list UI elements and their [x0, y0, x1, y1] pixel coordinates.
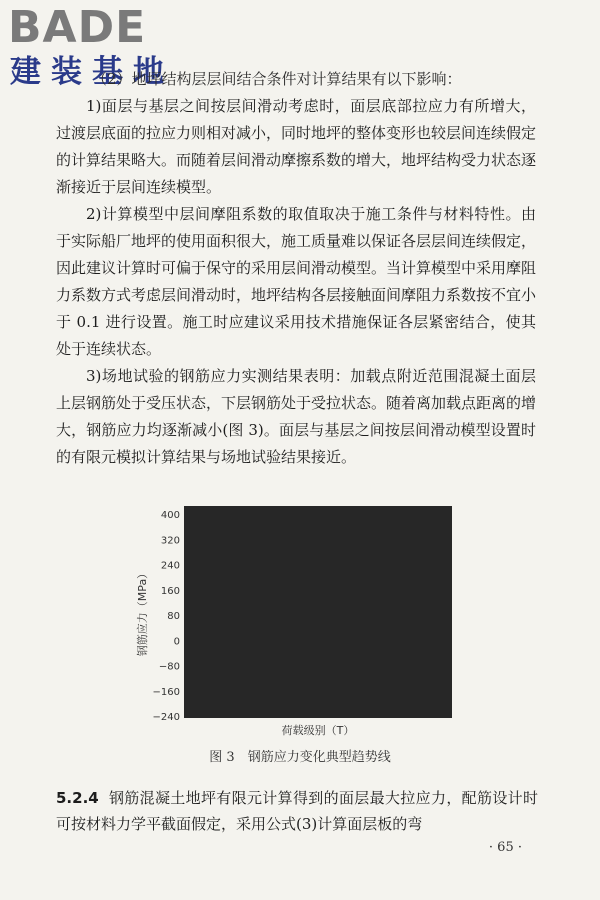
figure-3-chart — [128, 500, 458, 740]
paragraph-2: 2)计算模型中层间摩阻系数的取值取决于施工条件与材料特性。由于实际船厂地坪的使用面积很大，施工质量难以保证各层层间连续假定，因此建议计算时可偏于保守的采用层间滑动模型。当计算模型中采用摩阻力系数方式考虑层间滑动时，地坪结构各层接触面间摩阻力系数按不宜小于 0.1 进行设置。施工时应建议采用技术措施保证各层紧密结合，使其处于连续状态。 — [56, 205, 537, 358]
y-tick-label: −240 — [152, 712, 180, 723]
y-tick-label: −160 — [152, 686, 180, 698]
y-tick-label: −80 — [158, 661, 180, 673]
y-axis-label: 钢筋应力（MPa） — [136, 567, 149, 657]
paragraph-1: 1)面层与基层之间按层间滑动考虑时，面层底部拉应力有所增大，过渡层底面的拉应力则相对减小，同时地坪的整体变形也较层间连续假定的计算结果略大。而随着层间滑动摩擦系数的增大，地坪结构受力状态逐渐接近于层间连续模型。 — [56, 97, 537, 196]
y-tick-label: 400 — [160, 510, 180, 521]
y-tick-label: 160 — [160, 585, 180, 597]
plot-area — [184, 506, 452, 718]
y-axis-ticks — [153, 510, 180, 723]
x-axis-label: 荷载级别（T） — [281, 724, 355, 737]
section-number: 5.2.4 — [56, 789, 99, 807]
logo-brand: BADE — [8, 2, 147, 53]
section-5-2-4 — [56, 785, 538, 837]
page-number: · 65 · — [488, 840, 522, 855]
logo-subtitle: 建装基地 — [10, 54, 174, 90]
figure-caption: 图 3 钢筋应力变化典型趋势线 — [209, 750, 391, 765]
paragraph-3: 3)场地试验的钢筋应力实测结果表明：加载点附近范围混凝土面层上层钢筋处于受压状态，下层钢筋处于受拉状态。随着离加载点距离的增大，钢筋应力均逐渐减小(图 3)。面层与基层之间按层间滑动模型设置时的有限元模拟计算结果与场地试验结果接近。 — [56, 367, 537, 466]
section-text: 钢筋混凝土地坪有限元计算得到的面层最大拉应力，配筋设计时可按材料力学平截面假定，采用公式(3)计算面层板的弯 — [56, 789, 538, 833]
y-tick-label: 80 — [167, 611, 180, 622]
y-tick-label: 320 — [160, 535, 180, 547]
intro-line: （2）地坪结构层层间结合条件对计算结果有以下影响： — [92, 70, 462, 88]
body-text — [56, 93, 536, 471]
y-tick-label: 0 — [173, 636, 180, 648]
y-tick-label: 240 — [160, 560, 180, 572]
